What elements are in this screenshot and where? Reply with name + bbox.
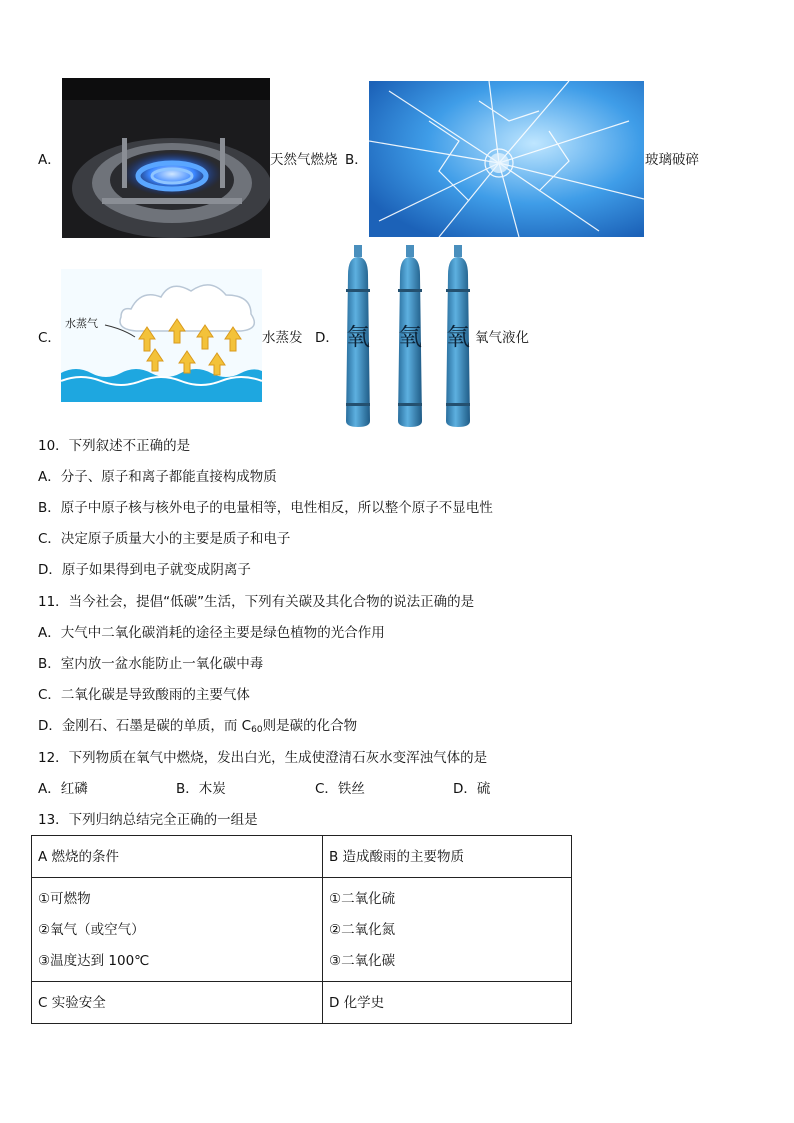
question-12-stem: 12．下列物质在氧气中燃烧，发出白光，生成使澄清石灰水变浑浊气体的是 <box>38 750 488 766</box>
question-10-stem: 10．下列叙述不正确的是 <box>38 438 191 454</box>
question-10-option-c: C．决定原子质量大小的主要是质子和电子 <box>38 531 291 547</box>
cell-a-item-3: ③温度达到 100℃ <box>38 953 150 969</box>
cell-b-item-2: ②二氧化氮 <box>329 922 396 938</box>
cell-b-title: B 造成酸雨的主要物质 <box>323 836 572 878</box>
option-d-caption: 氧气液化 <box>475 330 529 346</box>
cylinder-1-char: 氧 <box>346 323 370 351</box>
option-a-caption: 天然气燃烧 <box>270 152 338 168</box>
cell-d-title: D 化学史 <box>323 982 572 1024</box>
gas-stove-flame-image <box>62 78 270 238</box>
option-d-letter: D． <box>315 330 339 346</box>
question-10-option-a: A．分子、原子和离子都能直接构成物质 <box>38 469 277 485</box>
cell-b-item-3: ③二氧化碳 <box>329 953 396 969</box>
question-11-option-a: A．大气中二氧化碳消耗的途径主要是绿色植物的光合作用 <box>38 625 385 641</box>
cell-b-items <box>323 878 572 982</box>
option-a-letter: A． <box>38 152 61 168</box>
question-13-stem: 13．下列归纳总结完全正确的一组是 <box>38 812 258 828</box>
summary-table <box>31 835 572 1024</box>
cell-a-item-1: ①可燃物 <box>38 891 91 907</box>
question-11-option-c: C．二氧化碳是导致酸雨的主要气体 <box>38 687 250 703</box>
cell-a-item-2: ②氧气（或空气） <box>38 922 145 938</box>
cell-a-items <box>32 878 323 982</box>
cylinder-3-char: 氧 <box>446 323 470 351</box>
question-11-stem: 11．当今社会，提倡“低碳”生活，下列有关碳及其化合物的说法正确的是 <box>38 594 475 610</box>
question-12-option-c: C．铁丝 <box>315 781 365 797</box>
question-11-option-b: B．室内放一盆水能防止一氧化碳中毒 <box>38 656 264 672</box>
q11-d-subscript: 60 <box>251 725 263 735</box>
question-12-option-b: B．木炭 <box>176 781 226 797</box>
oxygen-cylinders-image <box>346 245 474 427</box>
option-c-caption: 水蒸发 <box>262 330 303 346</box>
option-b-letter: B． <box>345 152 368 168</box>
question-12-option-a: A．红磷 <box>38 781 88 797</box>
question-12-option-d: D．硫 <box>453 781 491 797</box>
option-c-letter: C． <box>38 330 61 346</box>
broken-glass-image <box>369 81 644 237</box>
q11-d-text-post: 则是碳的化合物 <box>262 718 358 734</box>
option-b-caption: 玻璃破碎 <box>645 152 699 168</box>
cylinder-2-char: 氧 <box>398 323 422 351</box>
cell-b-item-1: ①二氧化硫 <box>329 891 396 907</box>
cell-a-title: A 燃烧的条件 <box>32 836 323 878</box>
question-11-option-d <box>38 717 357 739</box>
question-10-option-d: D．原子如果得到电子就变成阴离子 <box>38 562 251 578</box>
question-10-option-b: B．原子中原子核与核外电子的电量相等，电性相反，所以整个原子不显电性 <box>38 500 493 516</box>
vapor-label: 水蒸气 <box>65 317 98 330</box>
cell-c-title: C 实验安全 <box>32 982 323 1024</box>
q11-d-text-pre: D．金刚石、石墨是碳的单质，而 C <box>38 718 252 734</box>
water-evaporation-image <box>61 269 262 402</box>
